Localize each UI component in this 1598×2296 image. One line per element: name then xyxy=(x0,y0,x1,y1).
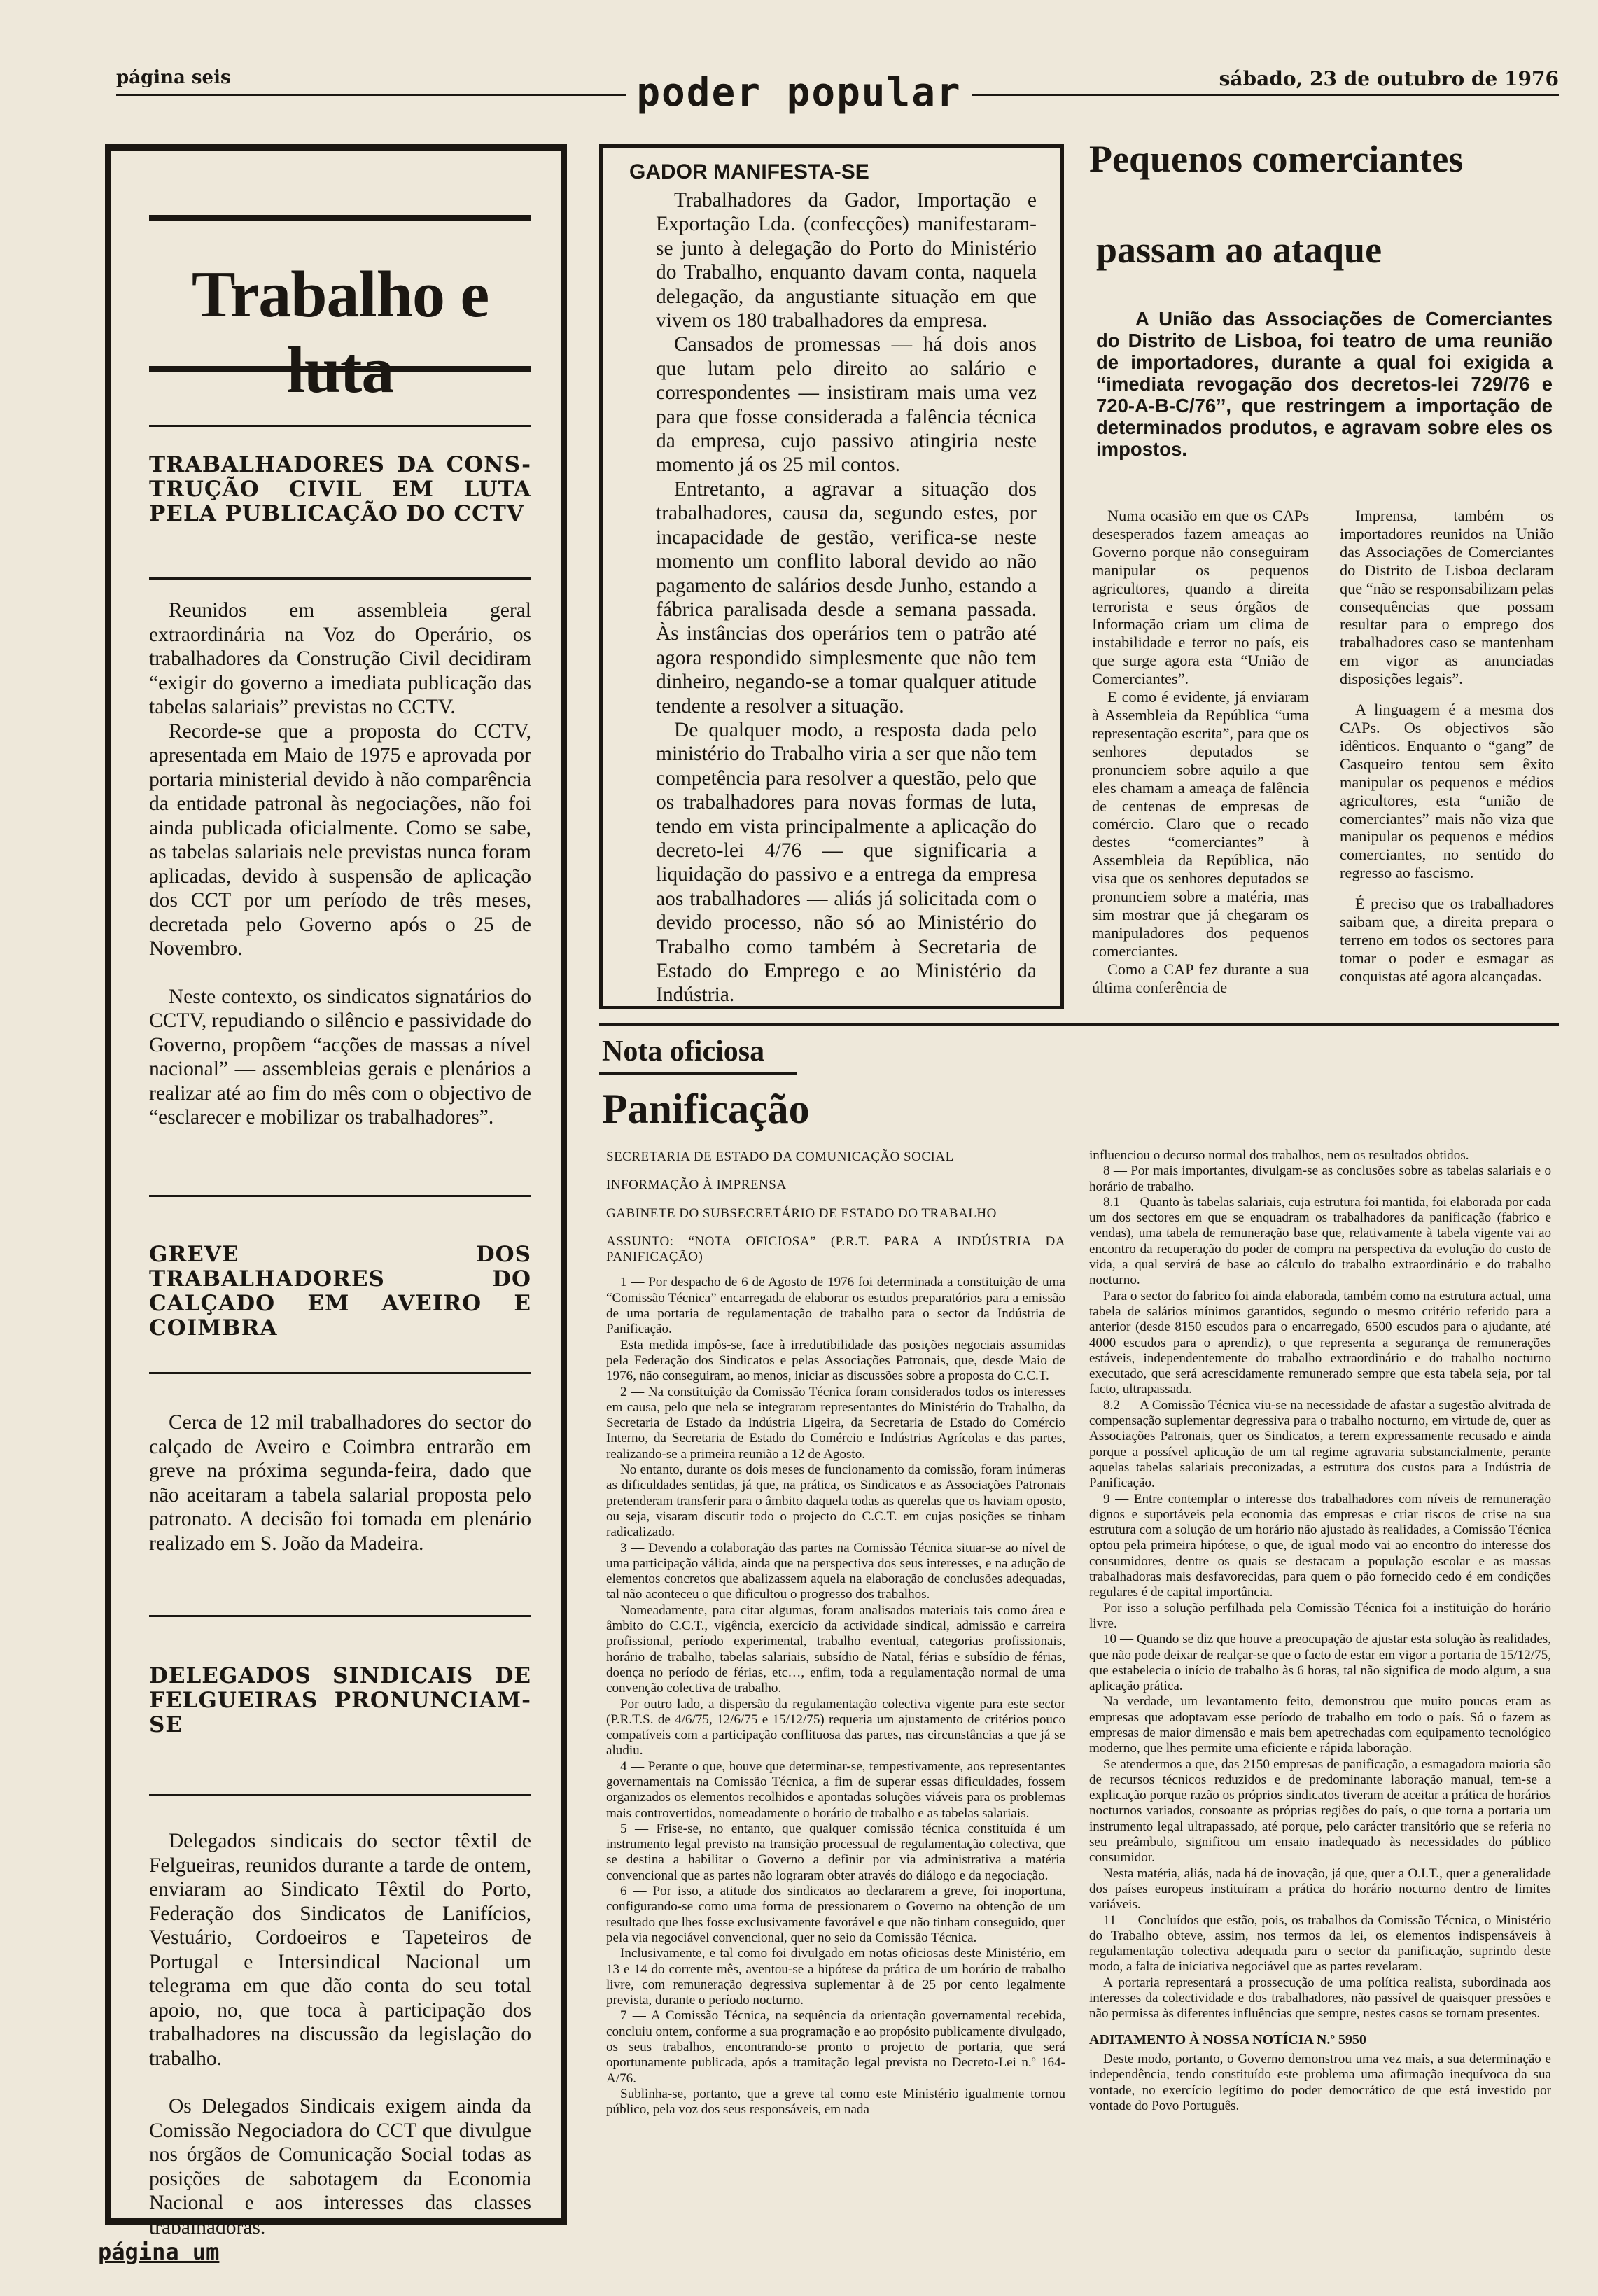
paragraph: Os Delegados Sindicais exigem ainda da Comissão Negociadora do CCT que divulgue nos órgãos de Comunicação Social todas as posições de sabotagem da Economia Nacional e aos interesses das classes trabalhadoras. xyxy=(149,2095,531,2239)
paragraph: Como a CAP fez durante a sua última conferência de xyxy=(1092,960,1309,996)
paragraph: Para o sector do fabrico foi ainda elaborada, também como na estrutura actual, uma tabela de salários mínimos garantidos, segundo o mesmo critério referido para a anterior (desde 8150 escudos para o encarregado, 6500 escudos para o ajudante, até 4000 escudos para o aprendiz), o que representa a segurança de remunerações estáveis, independentemente do trabalho extraordinário e do trabalho nocturno executado, que será acrescidamente remunerado sempre que esta tabela seja, por tal facto, ultrapassada. xyxy=(1089,1288,1551,1397)
page-label: página seis xyxy=(116,67,231,88)
paragraph: É preciso que os trabalhadores saibam que, a direita prepara o terreno em todos os sectores para tomar o poder e esmagar as conquistas até agora alcançadas. xyxy=(1340,895,1554,985)
paragraph: Delegados sindicais do sector têxtil de Felgueiras, reunidos durante a tarde de ontem, enviaram ao Sindicato Têxtil do Porto, Federação dos Sindicatos de Lanifícios, Vestuário, Cordoeiros e Tapeteiros de Portugal e Intersindical Nacional um telegrama em que dão conta do seu total apoio, no, que toca à participação dos trabalhadores na discussão da legislação do trabalho. xyxy=(149,1830,531,2070)
paragraph: E como é evidente, já enviaram à Assembleia da República “uma representação escrita”, para que os senhores deputados se pronunciem sobre aquilo a que eles chamam a ameaça de falência de centenas de empresas de comércio. Claro que o recado destes “comerciantes” à Assembleia da República, não visa que os senhores deputados se pronunciem sobre a matéria, mas sim mostrar que já chegaram os manipuladores dos pequenos comerciantes. xyxy=(1092,688,1309,960)
trabalho-e-luta-box xyxy=(105,144,567,2239)
paragraph: 2 — Na constituição da Comissão Técnica foram considerados todos os interesses em causa, pelo que nela se integraram representantes do Ministério do Trabalho, da Secretaria de Estado da Indústria Ligeira, da Secretaria de Estado do Comércio Interno, da Secretaria de Estado do Comércio e Indústrias Agrícolas e das partes, realizando-se a primeira reunião a 12 de Agosto. xyxy=(606,1384,1065,1462)
header-line: GABINETE DO SUBSECRETÁRIO DE ESTADO DO TRABALHO xyxy=(606,1205,997,1221)
paragraph: 6 — Por isso, a atitude dos sindicatos ao declararem a greve, foi inoportuna, configurando-se como uma forma de pressionarem o Governo na obtenção de um resultado que lhes fosse exclusivamente favorável e que não tinham conseguido, quer pela via negociável convencional, quer no seio da Comissão Técnica. xyxy=(606,1884,1065,1945)
comerciantes-col-1 xyxy=(1092,507,1309,996)
section-body-calcado xyxy=(149,1410,531,1555)
paragraph: influenciou o decurso normal dos trabalhos, nem os resultados obtidos. xyxy=(1089,1148,1469,1163)
comerciantes-col-2 xyxy=(1340,507,1554,986)
section-body-construcao xyxy=(149,598,531,1130)
paragraph: Imprensa, também os importadores reunidos na União das Associações de Comerciantes do Distrito de Lisboa declaram que “não se responsabilizam pelas consequências que possam resultar para o emprego dos trabalhadores caso se mantenham em vigor as anunciadas disposições legais”. xyxy=(1340,507,1554,688)
trabalho-e-luta-headline: Trabalho e luta xyxy=(191,258,489,407)
header-line: ASSUNTO: “NOTA OFICIOSA” (P.R.T. PARA A INDÚSTRIA DA PANIFICAÇÃO) xyxy=(606,1233,1065,1265)
paragraph: Trabalhadores da Gador, Importação e Exportação Lda. (confecções) manifestaram-se junto à delegação do Porto do Ministério do Trabalho, enquanto davam conta, naquela delegação, da angustiante situação em que vivem os 180 trabalhadores da empresa. xyxy=(656,189,1037,332)
gador-body xyxy=(656,188,1037,1007)
paragraph: 11 — Concluídos que estão, pois, os trabalhos da Comissão Técnica, o Ministério do Trabalho obteve, assim, nos termos da lei, os elementos indispensáveis à regulamentação colectiva adequada para o sector da panificação, suprindo deste modo, a falta de iniciativa negociável que as partes revelaram. xyxy=(1089,1912,1551,1975)
paragraph: 5 — Frise-se, no entanto, que qualquer comissão técnica constituída é um instrumento legal previsto na transição processual de regulamentação colectiva, que se destina a habilitar o Governo a definir por via administrativa a matéria convencional que as partes não lograram obter através do diálogo e da negociação. xyxy=(606,1821,1065,1883)
section-body-felgueiras xyxy=(149,1829,531,2239)
section-heading-calcado: GREVE DOS TRABALHADORES DO CALÇADO EM AVEIRO E COIMBRA xyxy=(149,1242,531,1340)
comerciantes-headline-1: Pequenos comerciantes xyxy=(1089,138,1464,180)
nota-col-1 xyxy=(606,1275,1065,2118)
paragraph: 4 — Perante o que, houve que determinar-se, tempestivamente, aos representantes governamentais na Comissão Técnica, a fim de superar essas dificuldades, fossem organizados os elementos recolhidos e apontadas soluções viáveis para os problemas mais controvertidos, nomeadamente o horário de trabalho e as tabelas salariais. xyxy=(606,1758,1065,1821)
section-heading-felgueiras: DELEGADOS SINDICAIS DE FELGUEIRAS PRONUNCIAM-SE xyxy=(149,1663,531,1737)
paragraph: Se atendermos a que, das 2150 empresas de panificação, a esmagadora maioria são de recursos técnicos reduzidos e de predominante laboração manual, tem-se a explicação porque razão os próprios sindicatos tiveram de aceitar a prática de horários nocturnos variados, consoante as próprias regiões do país, o que torna a portaria um instrumento legal ultrapassado, até porque, pelo carácter transitório que se referia no seu preâmbulo, significou um ensaio inadequado às necessidades do público consumidor. xyxy=(1089,1756,1551,1865)
paragraph: 7 — A Comissão Técnica, na sequência da orientação governamental recebida, concluiu ontem, conforme a sua programação e ao propósito publicamente divulgado, os seus trabalhos, encontrando-se pronto o projecto de portaria, que será oportunamente publicada, após a tramitação legal prevista no Decreto-Lei n.º 164-A/76. xyxy=(606,2008,1065,2086)
top-rule xyxy=(149,215,531,220)
header-line: INFORMAÇÃO À IMPRENSA xyxy=(606,1177,787,1193)
section-divider xyxy=(599,1023,1559,1026)
section-rule xyxy=(149,1195,531,1197)
gador-heading: GADOR MANIFESTA-SE xyxy=(629,160,869,183)
addendum-heading: ADITAMENTO À NOSSA NOTÍCIA N.º 5950 xyxy=(1089,2031,1366,2047)
paragraph: 3 — Devendo a colaboração das partes na Comissão Técnica situar-se ao nível de uma participação válida, ainda que na perspectiva dos seus interesses, e na adução de elementos concretos que abalizassem aquela na elaboração de conclusões adequadas, tal não aconteceu o que dificultou o progresso dos trabalhos. xyxy=(606,1540,1065,1602)
footer-page-label: página um xyxy=(98,2239,220,2265)
paragraph: De qualquer modo, a resposta dada pelo ministério do Trabalho viria a ser que não tem competência para resolver a questão, pelo que os trabalhadores para novas formas de luta, tendo em vista principalmente a aplicação do decreto-lei 4/76 — que significaria a liquidação do passivo e a entrega da empresa aos trabalhadores — aliás já solicitada com o devido processo, não só ao Ministério do Trabalho como também à Secretaria de Estado do Emprego e ao Ministério da Indústria. xyxy=(656,718,1037,1007)
paragraph: Cansados de promessas — há dois anos que lutam pelo direito ao salário e correspondentes — insistiram mais uma vez para que fosse considerada a falência técnica da empresa, cujo passivo atingiria neste momento já os 25 mil contos. xyxy=(656,333,1037,477)
paragraph: Neste contexto, os sindicatos signatários do CCTV, repudiando o silêncio e passividade do Governo, propõem “acções de massas a nível nacional” — assembleias gerais e plenários a realizar até ao fim do mês com o objectivo de “esclarecer e mobilizar os trabalhadores”. xyxy=(149,985,531,1128)
paragraph: Sublinha-se, portanto, que a greve tal como este Ministério igualmente tornou público, pela voz dos seus responsáveis, em nada xyxy=(606,2086,1065,2118)
issue-date: sábado, 23 de outubro de 1976 xyxy=(1219,67,1559,90)
paragraph: Nomeadamente, para citar algumas, foram analisados materiais tais como área e âmbito do C.C.T., vigência, exercício da actividade sindical, admissão e carreira profissional, período experimental, trabalho eventual, categorias profissionais, horário de trabalho, tabelas salariais, subsídio de Natal, férias e subsídio de férias, doença no período de férias, etc…, enfim, toda a regulamentação normal de uma convenção colectiva de trabalho. xyxy=(606,1602,1065,1696)
nota-col-2 xyxy=(1089,1148,1551,2114)
section-rule xyxy=(149,578,531,580)
panificacao-headline: Panificação xyxy=(602,1086,810,1132)
headline-rule xyxy=(149,366,531,372)
section-rule xyxy=(149,1372,531,1374)
paragraph: 1 — Por despacho de 6 de Agosto de 1976 foi determinada a constituição de uma “Comissão Técnica” encarregada de elaborar os estudos preparatórios para a emissão de uma portaria de regulamentação de trabalho para o sector da Indústria de Panificação. xyxy=(606,1275,1065,1337)
paragraph: Por isso a solução perfilhada pela Comissão Técnica foi a instituição do horário livre. xyxy=(1089,1600,1551,1631)
paragraph: 8.2 — A Comissão Técnica viu-se na necessidade de afastar a sugestão alvitrada de compensação suplementar degressiva para o trabalho nocturno, em virtude de, quer as Associações Patronais, quer os Sindicatos, a terem expressamente recusado e ainda porque a possível aplicação de um tal regime agravaria substancialmente, perante aquelas tabelas salariais preconizadas, a estrutura dos custos para a Indústria de Panificação. xyxy=(1089,1397,1551,1491)
newspaper-title-text: poder popular xyxy=(626,70,971,115)
section-rule xyxy=(149,1794,531,1796)
comerciantes-headline-2: passam ao ataque xyxy=(1096,229,1382,271)
paragraph: Recorde-se que a proposta do CCTV, apresentada em Maio de 1975 e aprovada por portaria ministerial devido à não comparência da entidade patronal às negociações, não foi ainda publicada oficialmente. Como se sabe, as tabelas salariais nele previstas nunca foram aplicadas, devido à suspensão de aplicação dos CCT por um período de três meses, decretada pelo Governo após o 25 de Novembro. xyxy=(149,720,531,960)
paragraph: 10 — Quando se diz que houve a preocupação de ajustar esta solução às realidades, que não pode deixar de realçar-se que o facto de estar em vigor a portaria de 15/12/75, que estabelecia o início de trabalho às 6 horas, tal não significa de modo algum, a sua aplicação prática. xyxy=(1089,1632,1551,1694)
nota-header-lines xyxy=(606,1149,1065,2118)
paragraph: A linguagem é a mesma dos CAPs. Os objectivos são idênticos. Enquanto o “gang” de Casqueiro tentou sem êxito manipular os pequenos e médios agricultores, esta “união de comerciantes” mais não viza que manipular os pequenos e médios comerciantes, no sentido do regresso ao fascismo. xyxy=(1340,701,1554,882)
paragraph: 8 — Por mais importantes, divulgam-se as conclusões sobre as tabelas salariais e o horário de trabalho. xyxy=(1089,1163,1551,1194)
comerciantes-lead: A União das Associações de Comerciantes do Distrito de Lisboa, foi teatro de uma reunião de importadores, durante a qual foi exigida a ‘‘imediata revogação dos decretos-lei 729/76 e 720-A-B-C/76’’, que restringem a importação de determinados produtos, e agravam sobre eles os impostos. xyxy=(1096,308,1553,460)
paragraph: Inclusivamente, e tal como foi divulgado em notas oficiosas deste Ministério, em 13 e 14 do corrente mês, aventou-se a hipótese da prática de um horário de trabalho livre, com remuneração degressiva suplementar à de 25 por cento legalmente prevista, durante o período nocturno. xyxy=(606,1946,1065,2008)
section-rule xyxy=(149,1615,531,1617)
paragraph: Por outro lado, a dispersão da regulamentação colectiva vigente para este sector (P.R.T.S. de 4/6/75, 12/6/75 e 15/12/75) requeria um ajustamento de critérios pouco compatíveis com a participação conflituosa das partes, nas circunstâncias a que já se aludiu. xyxy=(606,1696,1065,1758)
paragraph: 9 — Entre contemplar o interesse dos trabalhadores com níveis de remuneração dignos e suportáveis pela economia das empresas e criar riscos de crise na sua estrutura com a solução de um horário não ajustado às realidades, a Comissão Técnica optou pela primeira hipótese, o que, de igual modo vai ao encontro do interesse dos consumidores, dentre os quais se destacam a população escolar e as massas trabalhadoras mais desfavorecidas, para quem o pão fornecido cedo é em condições regulares é de capital importância. xyxy=(1089,1491,1551,1600)
paragraph: Cerca de 12 mil trabalhadores do sector do calçado de Aveiro e Coimbra entrarão em greve na próxima segunda-feira, dado que não aceitaram a tabela salarial proposta pelo patronato. A decisão foi tomada em plenário realizado em S. João da Madeira. xyxy=(149,1411,531,1555)
header-line: SECRETARIA DE ESTADO DA COMUNICAÇÃO SOCIAL xyxy=(606,1149,954,1164)
addendum-text: Deste modo, portanto, o Governo demonstrou uma vez mais, a sua determinação e independência, tendo constituído este problema uma afirmação inequívoca da sua vontade, no exercício legítimo do poder democrático de que está investido por vontade do Povo Português. xyxy=(1089,2051,1551,2113)
paragraph: Reunidos em assembleia geral extraordinária na Voz do Operário, os trabalhadores da Construção Civil decidiram “exigir do governo a imediata publicação das tabelas salariais” previstas no CCTV. xyxy=(149,599,531,718)
nota-label-underline xyxy=(599,1072,797,1074)
paragraph: No entanto, durante os dois meses de funcionamento da comissão, foram inúmeras as dificuldades sentidas, já que, na prática, os Sindicatos e as Associações Patronais pretenderam transferir para o âmbito daquela todas as querelas que os haviam oposto, ou seja, visaram discutir todo o projecto do C.C.T. em cujas posições se tinham radicalizado. xyxy=(606,1462,1065,1540)
paragraph: Entretanto, a agravar a situação dos trabalhadores, causa da, segundo estes, por incapacidade de gestão, verifica-se neste momento um conflito laboral devido ao não pagamento de salários desde Junho, estando a fábrica paralisada desde a semana passada. Às instâncias dos operários tem o patrão até agora respondido simplesmente que não tem dinheiro, negando-se a tomar qualquer atitude tendente a resolver a situação. xyxy=(656,477,1037,718)
paragraph: Na verdade, um levantamento feito, demonstrou que muito poucas eram as empresas que adoptavam esse período de trabalho em todo o país. Só o fazem as empresas de maior dimensão e mais bem apetrechadas com equipamento tecnológico moderno, que lhes permite uma eficiente e rápida laboração. xyxy=(1089,1694,1551,1756)
paragraph: Esta medida impôs-se, face à irredutibilidade das posições negociais assumidas pela Federação dos Sindicatos e pelas Associações Patronais, que, desde Maio de 1976, não conseguiram, ao menos, iniciar as discussões sobre a proposta do C.C.T. xyxy=(606,1337,1065,1384)
section-heading-construcao: TRABALHADORES DA CONS-TRUÇÃO CIVIL EM LUTA PELA PUBLICAÇÃO DO CCTV xyxy=(149,452,531,526)
section-rule xyxy=(149,425,531,427)
gador-box xyxy=(599,144,1064,1009)
nota-oficiosa-label: Nota oficiosa xyxy=(602,1035,765,1068)
paragraph: Numa ocasião em que os CAPs desesperados fazem ameaças ao Governo porque não conseguiram manipular os pequenos agricultores, quando a direita terrorista e seus órgãos de Informação criam um clima de instabilidade e terror no país, eis que surge agora esta “União de Comerciantes”. xyxy=(1092,507,1309,688)
paragraph: Nesta matéria, aliás, nada há de inovação, já que, quer a O.I.T., quer a generalidade dos países europeus instituíram a prática do horário nocturno dentro de limites variáveis. xyxy=(1089,1865,1551,1912)
paragraph: A portaria representará a prossecução de uma política realista, subordinada aos interesses da colectividade e dos trabalhadores, não passível de quaisquer pressões e não permissa às diferentes influências que sempre, nestes casos se tornam presentes. xyxy=(1089,1975,1551,2022)
paragraph: 8.1 — Quanto às tabelas salariais, cuja estrutura foi mantida, foi elaborada por cada um dos sectores em que se enquadram os trabalhadores da panificação (fabrico e vendas), uma tabela de remuneração base que, relativamente à tabela vigente vai ao encontro da recuperação do poder de compra na perspectiva da evolução do custo de vida, a qual servirá de base ao cálculo do trabalho extraordinário e do trabalho nocturno. xyxy=(1089,1194,1551,1288)
